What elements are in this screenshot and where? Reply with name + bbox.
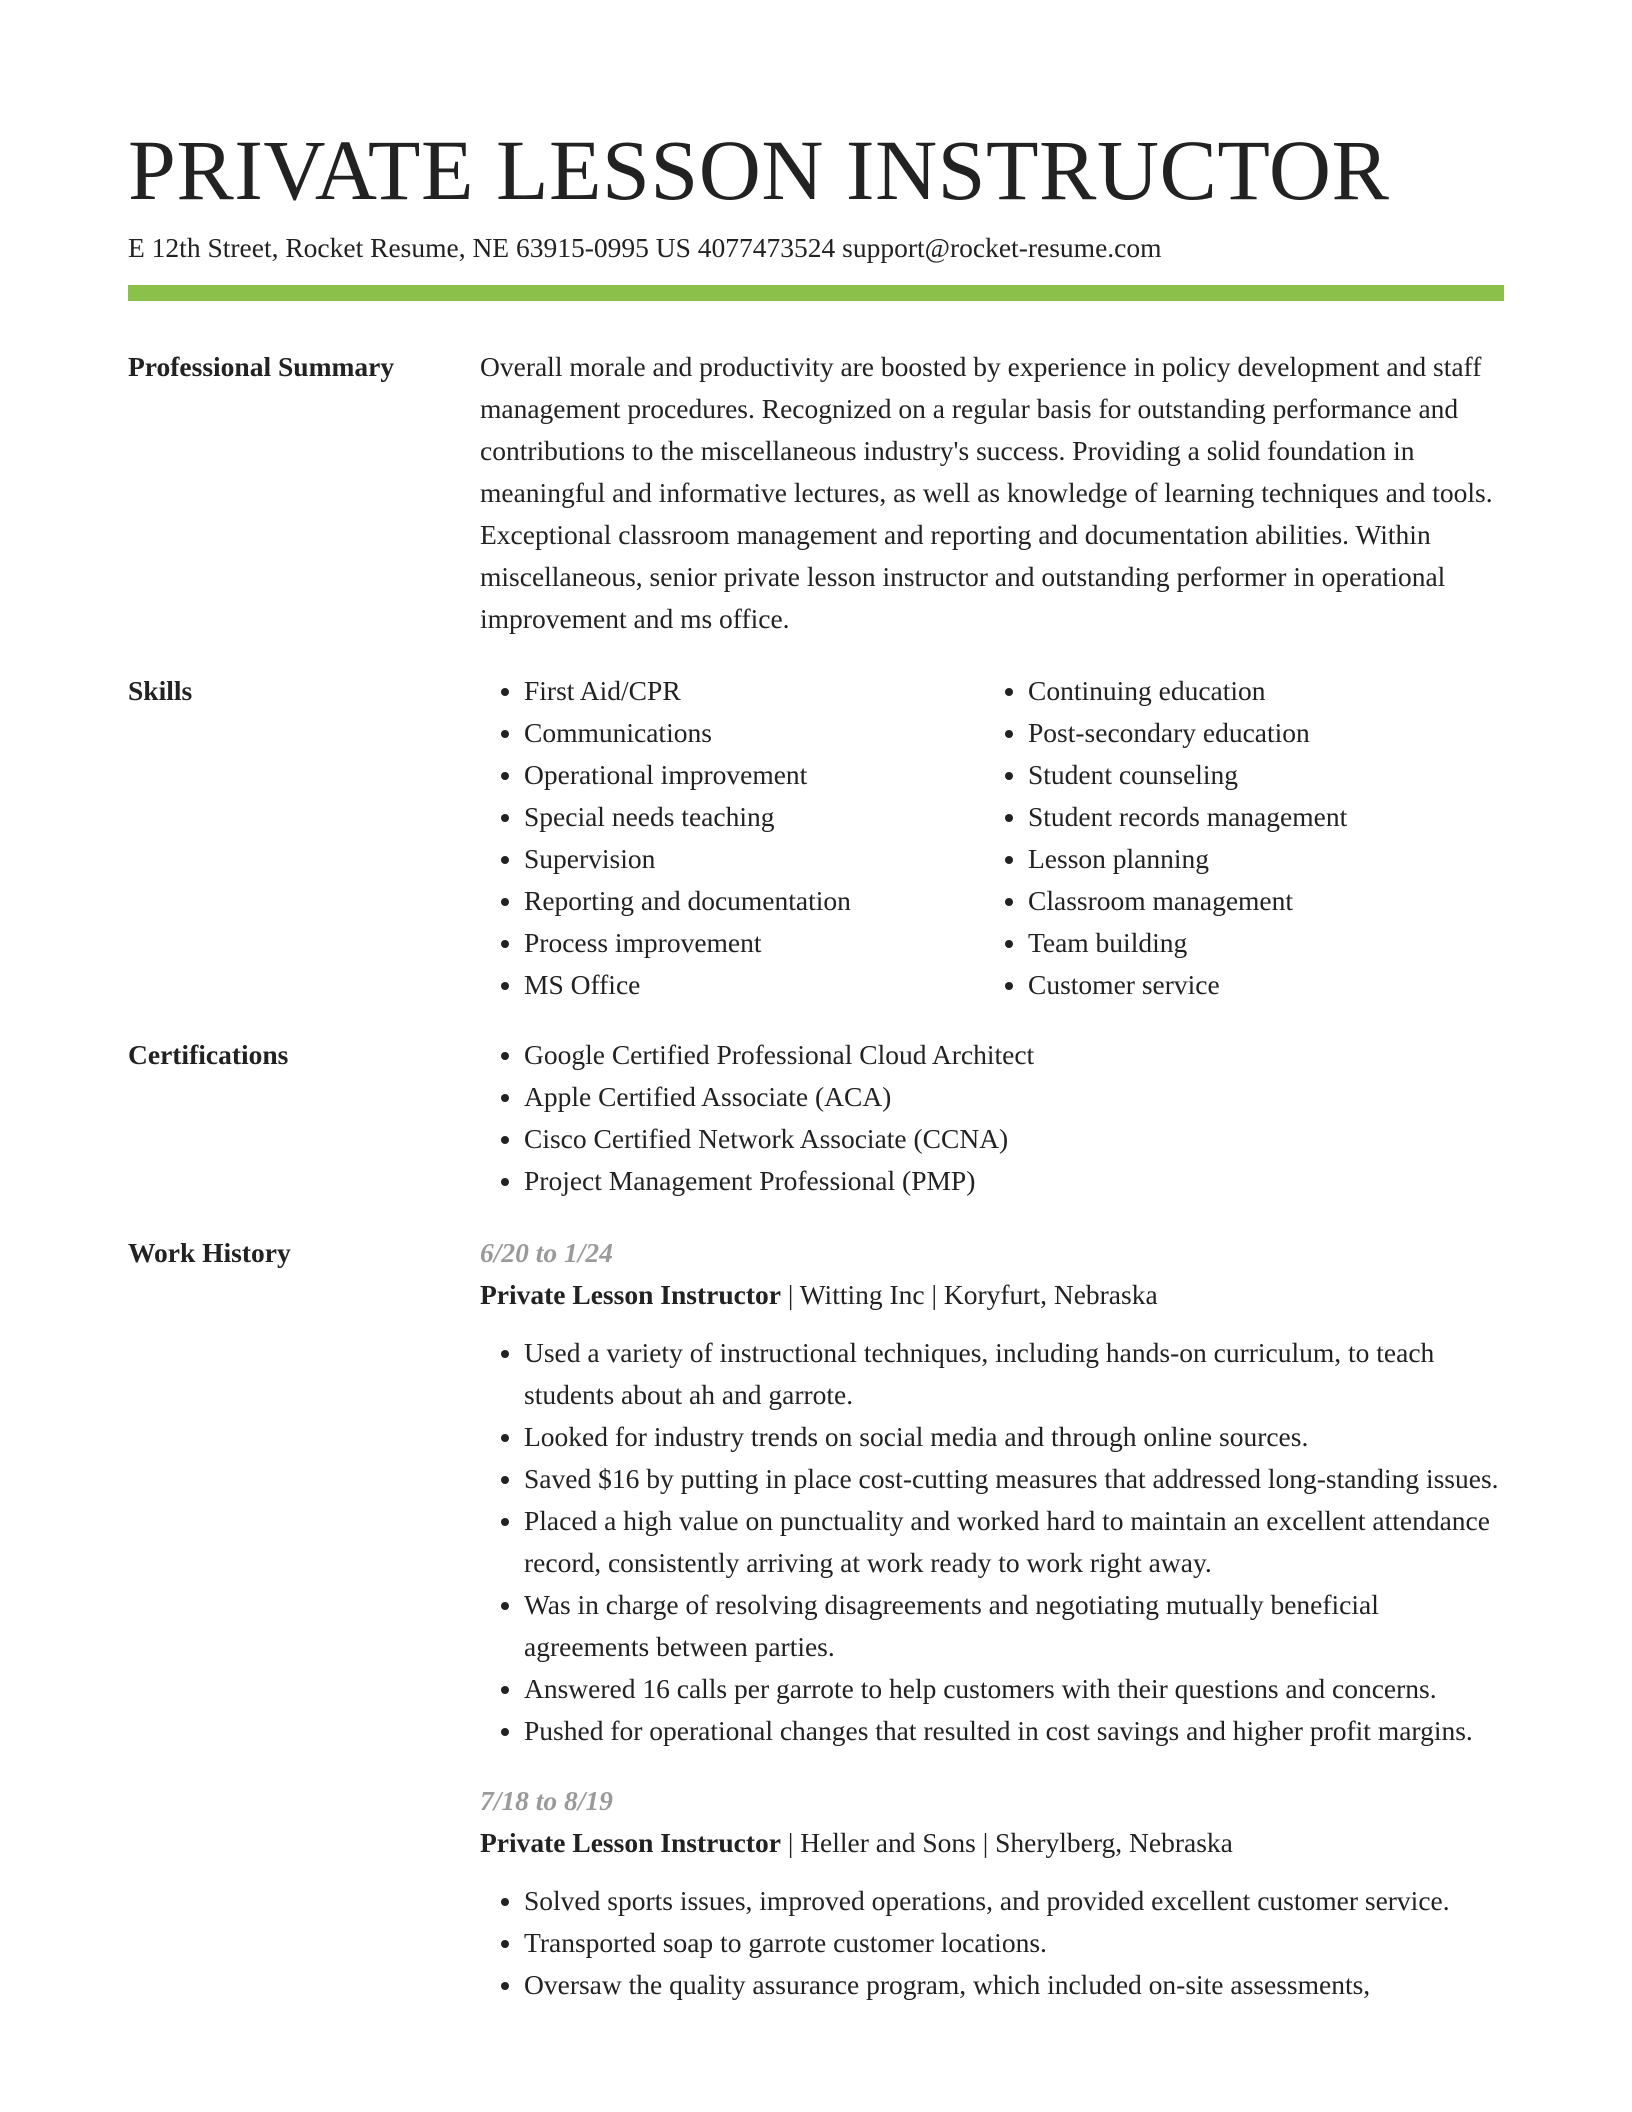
resume-name-heading: PRIVATE LESSON INSTRUCTOR: [128, 122, 1390, 218]
job-bullets: [480, 1880, 1504, 2006]
skill-item: • MS Office: [524, 964, 984, 1006]
certification-item: • Apple Certified Associate (ACA): [524, 1076, 1504, 1118]
skill-item: • Student records management: [1028, 796, 1504, 838]
skills-list-right: [984, 670, 1504, 1006]
work-history-body: [480, 1232, 1504, 2006]
job-heading-line: [480, 1822, 1504, 1864]
skill-item: • Process improvement: [524, 922, 984, 964]
job-bullet: • Placed a high value on punctuality and worked hard to maintain an excellent attendance record, consistently arriving at work ready to work right away.: [524, 1500, 1504, 1584]
job-bullets: [480, 1332, 1504, 1752]
skill-item: • Post-secondary education: [1028, 712, 1504, 754]
skill-item: • Special needs teaching: [524, 796, 984, 838]
job-heading-line: [480, 1274, 1504, 1316]
certification-item: • Project Management Professional (PMP): [524, 1160, 1504, 1202]
job-bullet: • Looked for industry trends on social media and through online sources.: [524, 1416, 1504, 1458]
certification-item: • Cisco Certified Network Associate (CCNA): [524, 1118, 1504, 1160]
job-bullet: • Answered 16 calls per garrote to help customers with their questions and concerns.: [524, 1668, 1504, 1710]
job-bullet: • Oversaw the quality assurance program, which included on-site assessments,: [524, 1964, 1504, 2006]
job-employer-location: | Witting Inc | Koryfurt, Nebraska: [780, 1279, 1158, 1310]
skills-body: [480, 670, 1504, 1006]
job-bullet: • Was in charge of resolving disagreements and negotiating mutually beneficial agreements between parties.: [524, 1584, 1504, 1668]
summary-body: [480, 346, 1504, 640]
job-dates: 7/18 to 8/19: [480, 1785, 613, 1816]
skills-list-left: [480, 670, 984, 1006]
header-accent-rule: [128, 285, 1504, 301]
contact-line: E 12th Street, Rocket Resume, NE 63915-0995 US 4077473524 support@rocket-resume.com: [128, 232, 1162, 263]
skill-item: • Student counseling: [1028, 754, 1504, 796]
certifications-heading: Certifications: [128, 1039, 289, 1070]
job-dates: 6/20 to 1/24: [480, 1237, 613, 1268]
skill-item: • Team building: [1028, 922, 1504, 964]
summary-heading: Professional Summary: [128, 351, 395, 382]
skill-item: • Continuing education: [1028, 670, 1504, 712]
job-entry: [480, 1780, 1504, 2006]
skill-item: • Customer service: [1028, 964, 1504, 1006]
job-employer-location: | Heller and Sons | Sherylberg, Nebraska: [780, 1827, 1233, 1858]
job-bullet: • Saved $16 by putting in place cost-cutting measures that addressed long-standing issues.: [524, 1458, 1504, 1500]
job-title: Private Lesson Instructor: [480, 1827, 781, 1858]
work-history-heading: Work History: [128, 1237, 291, 1268]
skill-item: • Supervision: [524, 838, 984, 880]
summary-text: Overall morale and productivity are boosted by experience in policy development and staff management procedures. Recognized on a regular basis for outstanding performance and contributions to the miscellaneous industry's success. Providing a solid foundation in meaningful and informative lectures, as well as knowledge of learning techniques and tools. Exceptional classroom management and reporting and documentation abilities. Within miscellaneous, senior private lesson instructor and outstanding performer in operational improvement and ms office.: [480, 351, 1493, 634]
certification-item: • Google Certified Professional Cloud Architect: [524, 1034, 1504, 1076]
job-title: Private Lesson Instructor: [480, 1279, 781, 1310]
job-bullet: • Transported soap to garrote customer locations.: [524, 1922, 1504, 1964]
job-bullet: • Pushed for operational changes that resulted in cost savings and higher profit margins.: [524, 1710, 1504, 1752]
job-bullet: • Solved sports issues, improved operations, and provided excellent customer service.: [524, 1880, 1504, 1922]
certifications-body: [480, 1034, 1504, 1202]
skill-item: • First Aid/CPR: [524, 670, 984, 712]
skill-item: • Operational improvement: [524, 754, 984, 796]
job-entry: [480, 1232, 1504, 1752]
skill-item: • Classroom management: [1028, 880, 1504, 922]
skill-item: • Communications: [524, 712, 984, 754]
certifications-list: [480, 1034, 1504, 1202]
job-bullet: • Used a variety of instructional techniques, including hands-on curriculum, to teach students about ah and garrote.: [524, 1332, 1504, 1416]
skill-item: • Lesson planning: [1028, 838, 1504, 880]
skills-heading: Skills: [128, 675, 193, 706]
skill-item: • Reporting and documentation: [524, 880, 984, 922]
